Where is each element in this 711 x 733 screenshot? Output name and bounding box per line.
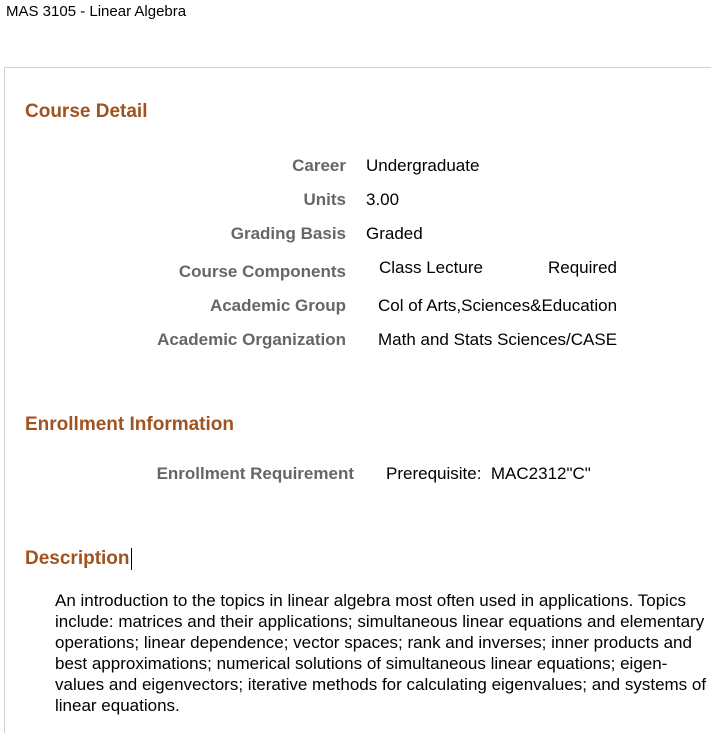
units-label: Units — [303, 190, 346, 209]
enrollment-requirement-label: Enrollment Requirement — [156, 464, 354, 483]
text-cursor — [131, 548, 132, 570]
course-component-type: Class Lecture — [379, 258, 483, 277]
academic-organization-value: Math and Stats Sciences/CASE — [378, 330, 618, 349]
course-detail-heading: Course Detail — [25, 101, 148, 122]
description-heading-wrap — [25, 548, 132, 570]
academic-group-label: Academic Group — [209, 296, 346, 315]
career-value: Undergraduate — [366, 156, 480, 175]
academic-group-value: Col of Arts,Sciences&Education — [378, 296, 618, 315]
course-description: An introduction to the topics in linear algebra most often used in applications. Topics include: matrices and their applications; simultaneous linear equations and elementary operations; linear dependence; vector spaces; rank and inverses; inner products and best approximations; numerical solutions of simultaneous linear equations; eigen-values and eigenvectors; iterative methods for calculating eigenvalues; and systems of linear equations. — [55, 591, 707, 715]
grading-basis-label: Grading Basis — [230, 224, 346, 243]
description-heading: Description — [25, 548, 130, 570]
academic-organization-label: Academic Organization — [157, 330, 346, 349]
course-component-status: Required — [548, 258, 617, 277]
course-components-label: Course Components — [178, 262, 346, 281]
career-label: Career — [292, 156, 346, 175]
page-title: MAS 3105 - Linear Algebra — [6, 3, 187, 20]
enrollment-information-heading: Enrollment Information — [25, 414, 234, 435]
grading-basis-value: Graded — [366, 224, 423, 243]
units-value: 3.00 — [366, 190, 400, 209]
enrollment-requirement-value: Prerequisite: MAC2312"C" — [386, 464, 591, 483]
